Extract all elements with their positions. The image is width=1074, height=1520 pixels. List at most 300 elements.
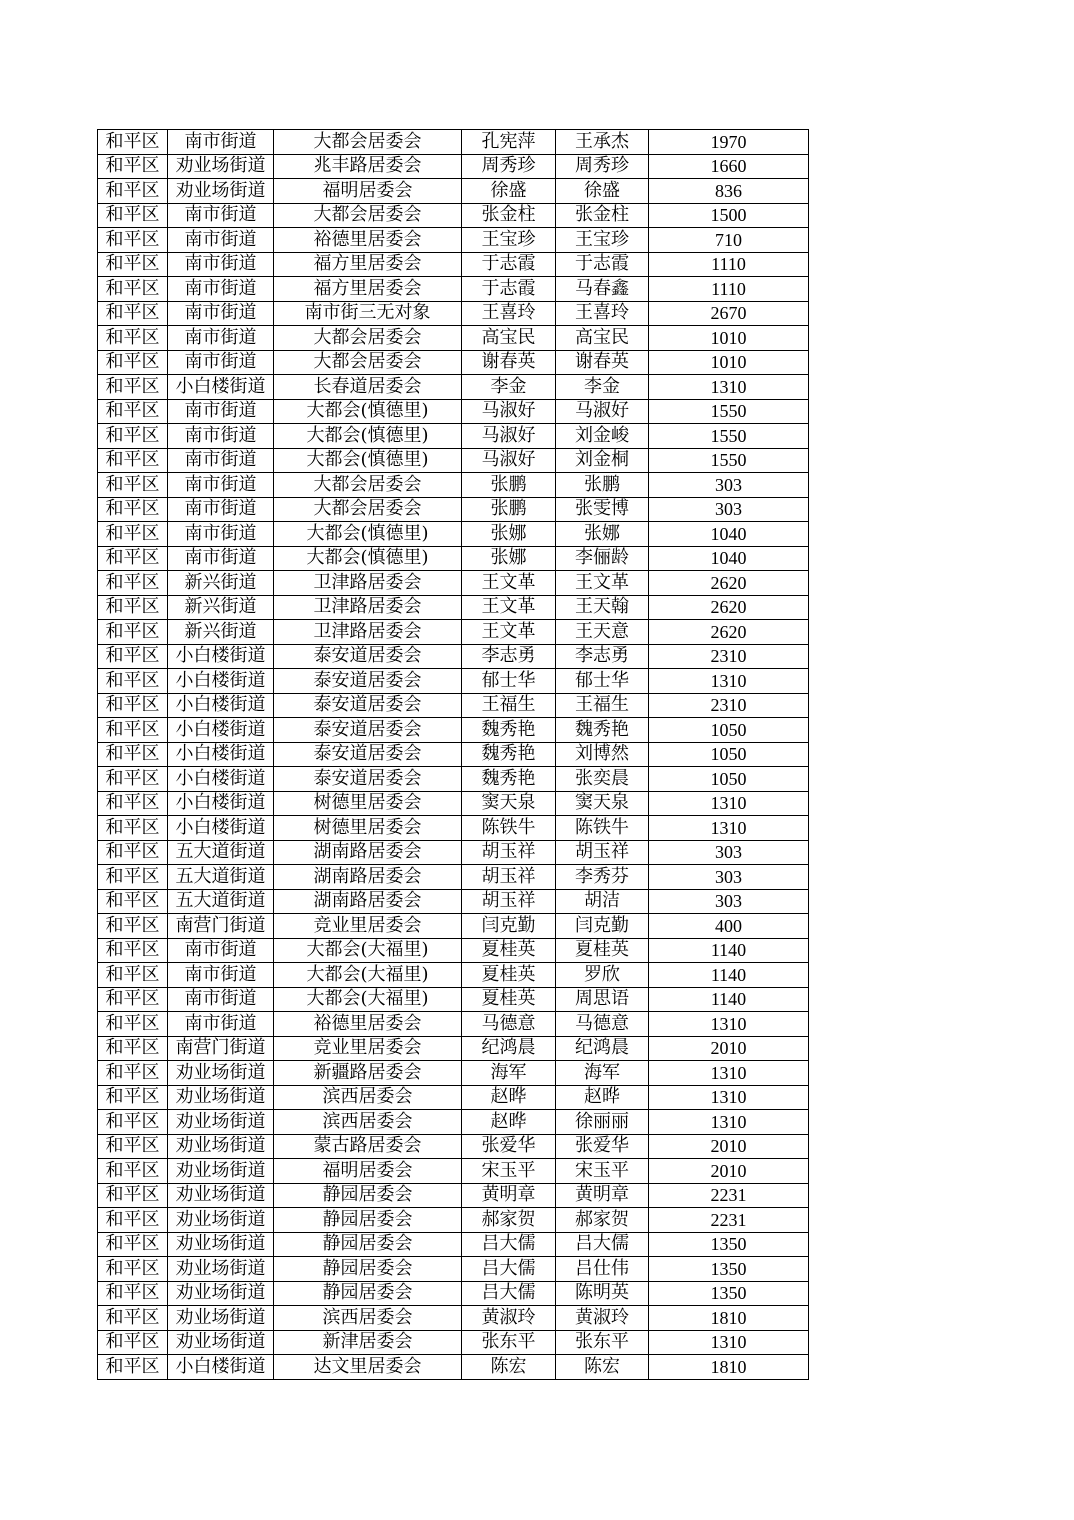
street-cell: 南市街道 [168,546,274,571]
district-cell: 和平区 [98,865,168,890]
committee-cell: 滨西居委会 [274,1110,462,1135]
applicant-cell: 闫克勤 [462,914,556,939]
district-cell: 和平区 [98,326,168,351]
applicant-cell: 魏秀艳 [462,718,556,743]
committee-cell: 静园居委会 [274,1183,462,1208]
member-cell: 周思语 [556,987,649,1012]
amount-cell: 400 [649,914,809,939]
street-cell: 小白楼街道 [168,669,274,694]
committee-cell: 大都会居委会 [274,130,462,155]
district-cell: 和平区 [98,1159,168,1184]
committee-cell: 泰安道居委会 [274,693,462,718]
street-cell: 小白楼街道 [168,718,274,743]
committee-cell: 竞业里居委会 [274,914,462,939]
amount-cell: 2620 [649,571,809,596]
applicant-cell: 黄淑玲 [462,1306,556,1331]
amount-cell: 2010 [649,1036,809,1061]
table-row [98,571,809,596]
street-cell: 小白楼街道 [168,375,274,400]
committee-cell: 大都会居委会 [274,326,462,351]
committee-cell: 静园居委会 [274,1208,462,1233]
applicant-cell: 陈铁牛 [462,816,556,841]
street-cell: 南市街道 [168,497,274,522]
district-cell: 和平区 [98,473,168,498]
applicant-cell: 夏桂英 [462,938,556,963]
member-cell: 李俪龄 [556,546,649,571]
committee-cell: 树德里居委会 [274,791,462,816]
table-row [98,522,809,547]
applicant-cell: 张鹏 [462,473,556,498]
amount-cell: 1350 [649,1281,809,1306]
committee-cell: 卫津路居委会 [274,595,462,620]
district-cell: 和平区 [98,522,168,547]
table-row [98,718,809,743]
committee-cell: 竞业里居委会 [274,1036,462,1061]
street-cell: 南市街道 [168,424,274,449]
member-cell: 张东平 [556,1330,649,1355]
applicant-cell: 胡玉祥 [462,865,556,890]
member-cell: 赵晔 [556,1085,649,1110]
committee-cell: 泰安道居委会 [274,644,462,669]
district-cell: 和平区 [98,816,168,841]
member-cell: 刘博然 [556,742,649,767]
street-cell: 小白楼街道 [168,693,274,718]
committee-cell: 达文里居委会 [274,1355,462,1380]
district-cell: 和平区 [98,277,168,302]
committee-cell: 卫津路居委会 [274,620,462,645]
district-cell: 和平区 [98,1281,168,1306]
table-row [98,669,809,694]
amount-cell: 1310 [649,1110,809,1135]
amount-cell: 303 [649,473,809,498]
district-cell: 和平区 [98,889,168,914]
table-row [98,889,809,914]
member-cell: 王宝珍 [556,228,649,253]
amount-cell: 1140 [649,938,809,963]
table-row [98,130,809,155]
district-cell: 和平区 [98,571,168,596]
table-row [98,1110,809,1135]
member-cell: 高宝民 [556,326,649,351]
member-cell: 魏秀艳 [556,718,649,743]
committee-cell: 长春道居委会 [274,375,462,400]
street-cell: 南营门街道 [168,1036,274,1061]
amount-cell: 1050 [649,767,809,792]
member-cell: 张奕晨 [556,767,649,792]
table-row [98,1281,809,1306]
amount-cell: 1050 [649,718,809,743]
applicant-cell: 黄明章 [462,1183,556,1208]
member-cell: 张鹏 [556,473,649,498]
street-cell: 南市街道 [168,1012,274,1037]
committee-cell: 湖南路居委会 [274,889,462,914]
district-cell: 和平区 [98,1036,168,1061]
table-row [98,277,809,302]
member-cell: 宋玉平 [556,1159,649,1184]
district-cell: 和平区 [98,301,168,326]
amount-cell: 1040 [649,546,809,571]
table-row [98,228,809,253]
applicant-cell: 赵晔 [462,1085,556,1110]
member-cell: 徐丽丽 [556,1110,649,1135]
committee-cell: 大都会(慎德里) [274,522,462,547]
committee-cell: 新疆路居委会 [274,1061,462,1086]
applicant-cell: 吕大儒 [462,1281,556,1306]
street-cell: 劝业场街道 [168,1183,274,1208]
district-cell: 和平区 [98,546,168,571]
amount-cell: 2310 [649,644,809,669]
member-cell: 王福生 [556,693,649,718]
district-cell: 和平区 [98,669,168,694]
applicant-cell: 高宝民 [462,326,556,351]
street-cell: 劝业场街道 [168,1085,274,1110]
member-cell: 陈宏 [556,1355,649,1380]
table-row [98,252,809,277]
district-cell: 和平区 [98,938,168,963]
applicant-cell: 海军 [462,1061,556,1086]
member-cell: 纪鸿晨 [556,1036,649,1061]
table-row [98,448,809,473]
amount-cell: 1500 [649,203,809,228]
member-cell: 刘金峻 [556,424,649,449]
street-cell: 南市街道 [168,963,274,988]
applicant-cell: 胡玉祥 [462,889,556,914]
applicant-cell: 胡玉祥 [462,840,556,865]
amount-cell: 1310 [649,816,809,841]
amount-cell: 2310 [649,693,809,718]
applicant-cell: 张爱华 [462,1134,556,1159]
amount-cell: 1050 [649,742,809,767]
amount-cell: 303 [649,840,809,865]
district-cell: 和平区 [98,1134,168,1159]
amount-cell: 1810 [649,1306,809,1331]
member-cell: 张金柱 [556,203,649,228]
table-row [98,987,809,1012]
member-cell: 谢春英 [556,350,649,375]
committee-cell: 大都会居委会 [274,203,462,228]
applicant-cell: 张娜 [462,522,556,547]
amount-cell: 1660 [649,154,809,179]
table-row [98,1330,809,1355]
applicant-cell: 王文革 [462,595,556,620]
committee-cell: 大都会(大福里) [274,938,462,963]
street-cell: 新兴街道 [168,571,274,596]
street-cell: 劝业场街道 [168,1330,274,1355]
applicant-cell: 魏秀艳 [462,767,556,792]
applicant-cell: 吕大儒 [462,1257,556,1282]
street-cell: 劝业场街道 [168,1061,274,1086]
applicant-cell: 孔宪萍 [462,130,556,155]
member-cell: 于志霞 [556,252,649,277]
table-row [98,1232,809,1257]
table-row [98,644,809,669]
street-cell: 小白楼街道 [168,742,274,767]
member-cell: 黄明章 [556,1183,649,1208]
applicant-cell: 周秀珍 [462,154,556,179]
amount-cell: 1350 [649,1232,809,1257]
amount-cell: 2010 [649,1134,809,1159]
table-row [98,203,809,228]
applicant-cell: 郁士华 [462,669,556,694]
committee-cell: 滨西居委会 [274,1085,462,1110]
data-table [97,129,809,1380]
table-row [98,350,809,375]
committee-cell: 裕德里居委会 [274,1012,462,1037]
district-cell: 和平区 [98,595,168,620]
district-cell: 和平区 [98,742,168,767]
applicant-cell: 张娜 [462,546,556,571]
street-cell: 南市街道 [168,448,274,473]
applicant-cell: 赵晔 [462,1110,556,1135]
amount-cell: 2620 [649,620,809,645]
applicant-cell: 于志霞 [462,252,556,277]
district-cell: 和平区 [98,1257,168,1282]
district-cell: 和平区 [98,1110,168,1135]
applicant-cell: 张鹏 [462,497,556,522]
district-cell: 和平区 [98,424,168,449]
street-cell: 南营门街道 [168,914,274,939]
applicant-cell: 窦天泉 [462,791,556,816]
member-cell: 张娜 [556,522,649,547]
committee-cell: 福方里居委会 [274,252,462,277]
applicant-cell: 王文革 [462,620,556,645]
district-cell: 和平区 [98,252,168,277]
street-cell: 五大道街道 [168,889,274,914]
district-cell: 和平区 [98,963,168,988]
committee-cell: 静园居委会 [274,1281,462,1306]
member-cell: 李志勇 [556,644,649,669]
street-cell: 南市街道 [168,301,274,326]
table-row [98,154,809,179]
applicant-cell: 夏桂英 [462,963,556,988]
committee-cell: 湖南路居委会 [274,865,462,890]
amount-cell: 2670 [649,301,809,326]
district-cell: 和平区 [98,130,168,155]
applicant-cell: 张东平 [462,1330,556,1355]
district-cell: 和平区 [98,914,168,939]
applicant-cell: 马淑好 [462,424,556,449]
table-row [98,1257,809,1282]
amount-cell: 1140 [649,987,809,1012]
table-row [98,620,809,645]
amount-cell: 1550 [649,424,809,449]
table-row [98,1208,809,1233]
committee-cell: 泰安道居委会 [274,718,462,743]
amount-cell: 303 [649,889,809,914]
applicant-cell: 宋玉平 [462,1159,556,1184]
member-cell: 王天意 [556,620,649,645]
district-cell: 和平区 [98,644,168,669]
street-cell: 小白楼街道 [168,767,274,792]
table-row [98,1061,809,1086]
committee-cell: 福明居委会 [274,1159,462,1184]
member-cell: 张爱华 [556,1134,649,1159]
amount-cell: 303 [649,497,809,522]
committee-cell: 泰安道居委会 [274,669,462,694]
member-cell: 张雯博 [556,497,649,522]
table-row [98,865,809,890]
committee-cell: 静园居委会 [274,1257,462,1282]
member-cell: 王文革 [556,571,649,596]
table-row [98,301,809,326]
member-cell: 李秀芬 [556,865,649,890]
table-body [98,130,809,1380]
amount-cell: 1310 [649,1061,809,1086]
committee-cell: 滨西居委会 [274,1306,462,1331]
committee-cell: 树德里居委会 [274,816,462,841]
amount-cell: 303 [649,865,809,890]
street-cell: 劝业场街道 [168,1232,274,1257]
district-cell: 和平区 [98,840,168,865]
district-cell: 和平区 [98,791,168,816]
member-cell: 郝家贺 [556,1208,649,1233]
table-row [98,1036,809,1061]
street-cell: 南市街道 [168,277,274,302]
street-cell: 南市街道 [168,350,274,375]
district-cell: 和平区 [98,987,168,1012]
committee-cell: 大都会(大福里) [274,987,462,1012]
street-cell: 新兴街道 [168,595,274,620]
member-cell: 陈铁牛 [556,816,649,841]
applicant-cell: 马淑好 [462,399,556,424]
committee-cell: 裕德里居委会 [274,228,462,253]
street-cell: 南市街道 [168,987,274,1012]
street-cell: 劝业场街道 [168,1306,274,1331]
table-row [98,938,809,963]
street-cell: 南市街道 [168,938,274,963]
table-row [98,595,809,620]
district-cell: 和平区 [98,497,168,522]
committee-cell: 卫津路居委会 [274,571,462,596]
district-cell: 和平区 [98,620,168,645]
table-row [98,399,809,424]
member-cell: 闫克勤 [556,914,649,939]
district-cell: 和平区 [98,1232,168,1257]
table-row [98,1012,809,1037]
amount-cell: 1310 [649,1085,809,1110]
district-cell: 和平区 [98,1330,168,1355]
applicant-cell: 纪鸿晨 [462,1036,556,1061]
street-cell: 劝业场街道 [168,1281,274,1306]
committee-cell: 泰安道居委会 [274,742,462,767]
street-cell: 南市街道 [168,130,274,155]
committee-cell: 大都会(慎德里) [274,448,462,473]
table-row [98,840,809,865]
district-cell: 和平区 [98,350,168,375]
applicant-cell: 王宝珍 [462,228,556,253]
table-row [98,742,809,767]
district-cell: 和平区 [98,1306,168,1331]
amount-cell: 1550 [649,448,809,473]
applicant-cell: 郝家贺 [462,1208,556,1233]
applicant-cell: 张金柱 [462,203,556,228]
committee-cell: 大都会居委会 [274,497,462,522]
district-cell: 和平区 [98,1085,168,1110]
street-cell: 南市街道 [168,203,274,228]
district-cell: 和平区 [98,1061,168,1086]
committee-cell: 大都会(大福里) [274,963,462,988]
member-cell: 徐盛 [556,179,649,204]
street-cell: 劝业场街道 [168,1159,274,1184]
member-cell: 黄淑玲 [556,1306,649,1331]
table-row [98,473,809,498]
applicant-cell: 李金 [462,375,556,400]
amount-cell: 836 [649,179,809,204]
table-row [98,1159,809,1184]
member-cell: 夏桂英 [556,938,649,963]
amount-cell: 1310 [649,375,809,400]
district-cell: 和平区 [98,179,168,204]
street-cell: 劝业场街道 [168,179,274,204]
street-cell: 南市街道 [168,399,274,424]
amount-cell: 1040 [649,522,809,547]
applicant-cell: 马淑好 [462,448,556,473]
applicant-cell: 陈宏 [462,1355,556,1380]
member-cell: 郁士华 [556,669,649,694]
district-cell: 和平区 [98,203,168,228]
table-row [98,1085,809,1110]
street-cell: 五大道街道 [168,840,274,865]
applicant-cell: 魏秀艳 [462,742,556,767]
district-cell: 和平区 [98,718,168,743]
applicant-cell: 王文革 [462,571,556,596]
amount-cell: 1310 [649,1330,809,1355]
member-cell: 罗欣 [556,963,649,988]
member-cell: 陈明英 [556,1281,649,1306]
table-row [98,497,809,522]
committee-cell: 大都会居委会 [274,350,462,375]
street-cell: 小白楼街道 [168,644,274,669]
member-cell: 马德意 [556,1012,649,1037]
amount-cell: 2231 [649,1183,809,1208]
table-row [98,963,809,988]
street-cell: 小白楼街道 [168,1355,274,1380]
amount-cell: 1010 [649,326,809,351]
applicant-cell: 马德意 [462,1012,556,1037]
amount-cell: 1010 [649,350,809,375]
amount-cell: 1970 [649,130,809,155]
street-cell: 小白楼街道 [168,791,274,816]
committee-cell: 泰安道居委会 [274,767,462,792]
member-cell: 胡洁 [556,889,649,914]
amount-cell: 1110 [649,277,809,302]
applicant-cell: 于志霞 [462,277,556,302]
district-cell: 和平区 [98,1355,168,1380]
member-cell: 王承杰 [556,130,649,155]
street-cell: 劝业场街道 [168,1257,274,1282]
table-row [98,914,809,939]
applicant-cell: 徐盛 [462,179,556,204]
street-cell: 南市街道 [168,326,274,351]
committee-cell: 大都会(慎德里) [274,424,462,449]
applicant-cell: 吕大儒 [462,1232,556,1257]
table-row [98,1355,809,1380]
member-cell: 窦天泉 [556,791,649,816]
table-row [98,375,809,400]
table-row [98,816,809,841]
table-row [98,326,809,351]
street-cell: 劝业场街道 [168,154,274,179]
member-cell: 王喜玲 [556,301,649,326]
member-cell: 马淑好 [556,399,649,424]
member-cell: 吕仕伟 [556,1257,649,1282]
district-cell: 和平区 [98,448,168,473]
member-cell: 胡玉祥 [556,840,649,865]
amount-cell: 1310 [649,791,809,816]
applicant-cell: 谢春英 [462,350,556,375]
street-cell: 劝业场街道 [168,1134,274,1159]
member-cell: 周秀珍 [556,154,649,179]
